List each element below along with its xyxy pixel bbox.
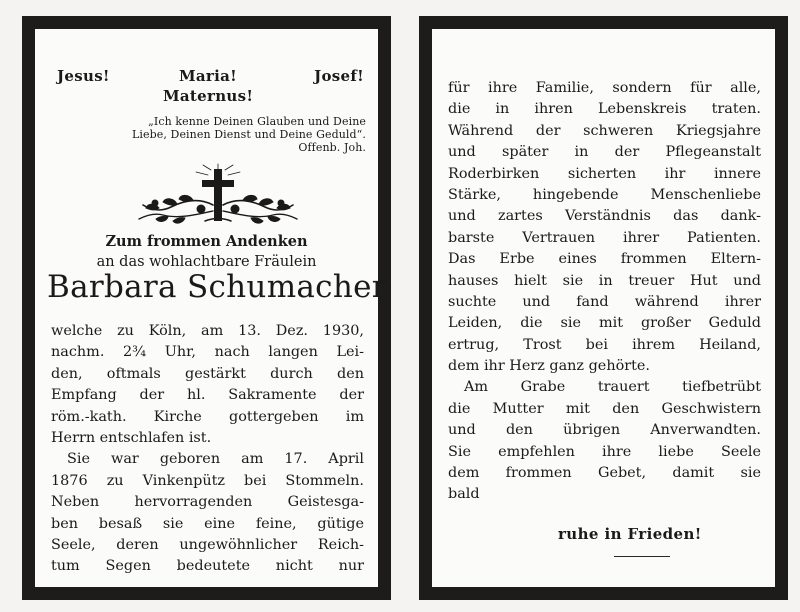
text-line: röm.-kath. Kirche gottergeben im (51, 408, 364, 425)
text-line: und den übrigen Anverwandten. (448, 422, 761, 439)
text-line: ben besaß sie eine feine, gütige (51, 515, 364, 532)
text-line: Neben hervorragenden Geistesga- (51, 494, 364, 511)
text-line: Während der schweren Kriegsjahre (448, 122, 761, 139)
text-line: Herrn entschlafen ist. (51, 429, 212, 446)
cross-ornament-icon (133, 163, 303, 227)
text-line: nachm. 2¾ Uhr, nach langen Lei- (51, 344, 364, 361)
text-line: 1876 zu Vinkenpütz bei Stommeln. (51, 472, 364, 489)
text-line: dem ihr Herz ganz gehörte. (448, 358, 651, 375)
text-line: hauses hielt sie in treuer Hut und (448, 272, 761, 289)
obituary-text-right (448, 78, 761, 506)
quote-line: „Ich kenne Deinen Glauben und Deine (148, 115, 366, 128)
closing-blessing: ruhe in Frieden! (558, 525, 702, 543)
deceased-name: Barbara Schumacher (47, 269, 387, 305)
text-line: ertrug, Trost bei ihrem Heiland, (448, 336, 761, 353)
text-line: barste Vertrauen ihrer Patienten. (448, 229, 761, 246)
text-line: die Mutter mit den Geschwistern (448, 400, 761, 417)
invocation-maternus: Maternus! (163, 87, 254, 105)
text-line: Stärke, hingebende Menschenliebe (448, 186, 761, 203)
text-line: für ihre Familie, sondern für alle, (448, 80, 761, 96)
memorial-card-right (419, 16, 788, 600)
invocation-josef: Josef! (314, 67, 364, 85)
text-line: die in ihren Lebenskreis traten. (448, 101, 761, 118)
invocation-maria: Maria! (179, 67, 238, 85)
invocation-jesus: Jesus! (57, 67, 110, 85)
quote-source: Offenb. Joh. (298, 141, 366, 154)
text-line: welche zu Köln, am 13. Dez. 1930, (51, 323, 364, 339)
obituary-text-left (51, 321, 364, 578)
text-line: Sie empfehlen ihre liebe Seele (448, 443, 761, 460)
text-line: Empfang der hl. Sakramente der (51, 387, 364, 404)
text-line: Das Erbe eines frommen Eltern- (448, 251, 761, 268)
quote-line: Liebe, Deinen Dienst und Deine Geduld“. (131, 128, 366, 141)
text-line: dem frommen Gebet, damit sie (448, 465, 761, 482)
heading-title: Zum frommen Andenken (105, 233, 308, 250)
heading-subtitle: an das wohlachtbare Fräulein (96, 254, 317, 270)
text-line: Seele, deren ungewöhnlicher Reich- (51, 536, 364, 553)
remembrance-heading (53, 232, 360, 272)
text-line: tum Segen bedeutete nicht nur (51, 558, 364, 575)
text-line: den, oftmals gestärkt durch den (51, 365, 364, 382)
text-line: bald (448, 486, 480, 503)
text-line: Roderbirken sicherten ihr innere (448, 165, 761, 182)
memorial-card-left (22, 16, 391, 600)
divider (614, 556, 670, 557)
text-line: Sie war geboren am 17. April (67, 451, 364, 468)
bible-quote (53, 115, 366, 154)
text-line: Am Grabe trauert tiefbetrübt (464, 379, 761, 396)
text-line: und später in der Pflegeanstalt (448, 144, 761, 161)
text-line: Leiden, die sie mit großer Geduld (448, 315, 761, 332)
text-line: suchte und fand während ihrer (448, 293, 761, 310)
text-line: und zartes Verständnis das dank- (448, 208, 761, 225)
